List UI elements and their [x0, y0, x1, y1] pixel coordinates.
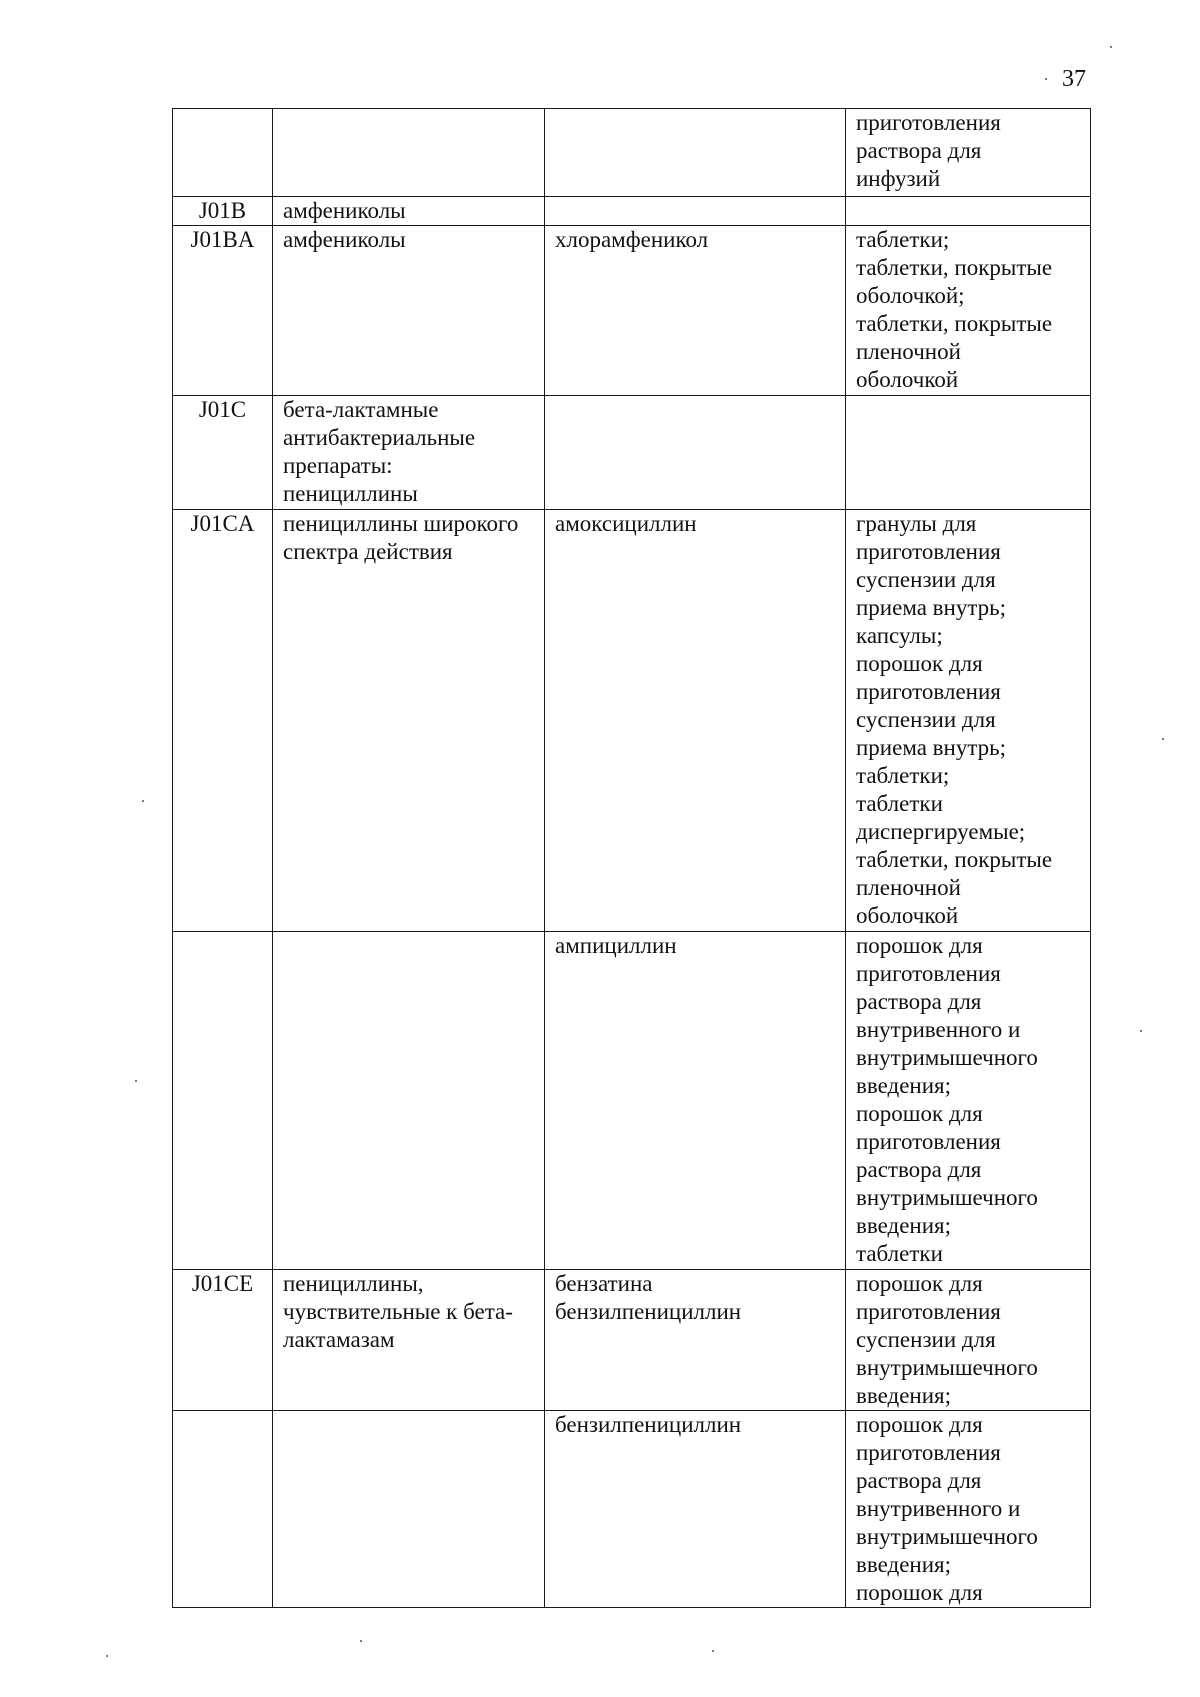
drug-name-cell: [545, 1411, 846, 1608]
code-cell: [173, 1270, 273, 1411]
group-cell: [273, 226, 545, 396]
table-row: [173, 396, 1091, 510]
group-cell-text: амфениколы: [283, 227, 406, 252]
code-cell: [173, 932, 273, 1270]
code-cell: [173, 197, 273, 226]
dosage-form-cell: [846, 1411, 1091, 1608]
dosage-form-cell-text: приготовления раствора для инфузий: [856, 110, 1001, 191]
drug-name-cell: [545, 197, 846, 226]
group-cell: [273, 396, 545, 510]
code-cell: [173, 226, 273, 396]
code-cell: [173, 1411, 273, 1608]
scan-speck: [106, 1655, 108, 1657]
drug-name-cell-text: ампициллин: [555, 933, 677, 958]
scan-speck: [1045, 78, 1047, 80]
drug-name-cell-text: амоксициллин: [555, 511, 697, 536]
dosage-form-cell-text: гранулы для приготовления суспензии для приема внутрь; капсулы; порошок для приготовления суспензии для приема внутрь; таблетки; таблетки диспергируемые; таблетки, покрытые пленочной оболочкой: [856, 511, 1053, 928]
dosage-form-cell: [846, 396, 1091, 510]
scan-speck: [712, 1650, 714, 1652]
scan-speck: [142, 800, 144, 802]
group-cell: [273, 510, 545, 932]
table-row: [173, 197, 1091, 226]
scan-speck: [360, 1640, 362, 1642]
dosage-form-cell: [846, 109, 1091, 197]
group-cell-text: бета-лактамные антибактериальные препараты: пенициллины: [283, 397, 476, 506]
code-cell: [173, 510, 273, 932]
group-cell: [273, 1411, 545, 1608]
drug-name-cell: [545, 109, 846, 197]
code-cell-text: J01CE: [191, 1271, 254, 1296]
code-cell-text: J01CA: [190, 511, 255, 536]
table-row: [173, 1270, 1091, 1411]
code-cell-text: J01C: [198, 397, 247, 422]
drug-name-cell-text: хлорамфеникол: [555, 227, 709, 252]
group-cell-text: пенициллины широкого спектра действия: [283, 511, 519, 564]
dosage-form-cell-text: таблетки; таблетки, покрытые оболочкой; таблетки, покрытые пленочной оболочкой: [856, 227, 1053, 392]
group-cell: [273, 932, 545, 1270]
dosage-form-cell-text: порошок для приготовления суспензии для внутримышечного введения;: [856, 1271, 1038, 1408]
code-cell-text: J01B: [198, 198, 247, 223]
drug-name-cell: [545, 510, 846, 932]
dosage-form-cell-text: порошок для приготовления раствора для внутривенного и внутримышечного введения; порошок для: [856, 1412, 1038, 1605]
group-cell: [273, 197, 545, 226]
group-cell: [273, 109, 545, 197]
table-row: [173, 510, 1091, 932]
drug-name-cell: [545, 226, 846, 396]
atc-drug-table: [172, 108, 1091, 1608]
group-cell-text: пенициллины, чувствительные к бета- лактамазам: [283, 1271, 513, 1352]
group-cell-text: амфениколы: [283, 198, 406, 223]
drug-name-cell-text: бензатина бензилпенициллин: [555, 1271, 742, 1324]
page-number: 37: [1062, 66, 1086, 92]
drug-name-cell: [545, 932, 846, 1270]
dosage-form-cell: [846, 932, 1091, 1270]
dosage-form-cell-text: порошок для приготовления раствора для внутривенного и внутримышечного введения; порошок для приготовления раствора для внутримышечного введения; таблетки: [856, 933, 1038, 1266]
scan-speck: [1162, 738, 1164, 740]
table-row: [173, 226, 1091, 396]
dosage-form-cell: [846, 197, 1091, 226]
drug-name-cell: [545, 396, 846, 510]
code-cell-text: J01BA: [190, 227, 255, 252]
table-row: [173, 109, 1091, 197]
table-row: [173, 1411, 1091, 1608]
drug-name-cell: [545, 1270, 846, 1411]
dosage-form-cell: [846, 510, 1091, 932]
scan-speck: [135, 1080, 137, 1082]
code-cell: [173, 109, 273, 197]
scan-speck: [1110, 46, 1112, 48]
dosage-form-cell: [846, 1270, 1091, 1411]
drug-name-cell-text: бензилпенициллин: [555, 1412, 742, 1437]
table-row: [173, 932, 1091, 1270]
dosage-form-cell: [846, 226, 1091, 396]
table-body: [173, 109, 1091, 1608]
group-cell: [273, 1270, 545, 1411]
code-cell: [173, 396, 273, 510]
scan-speck: [1140, 1030, 1142, 1032]
